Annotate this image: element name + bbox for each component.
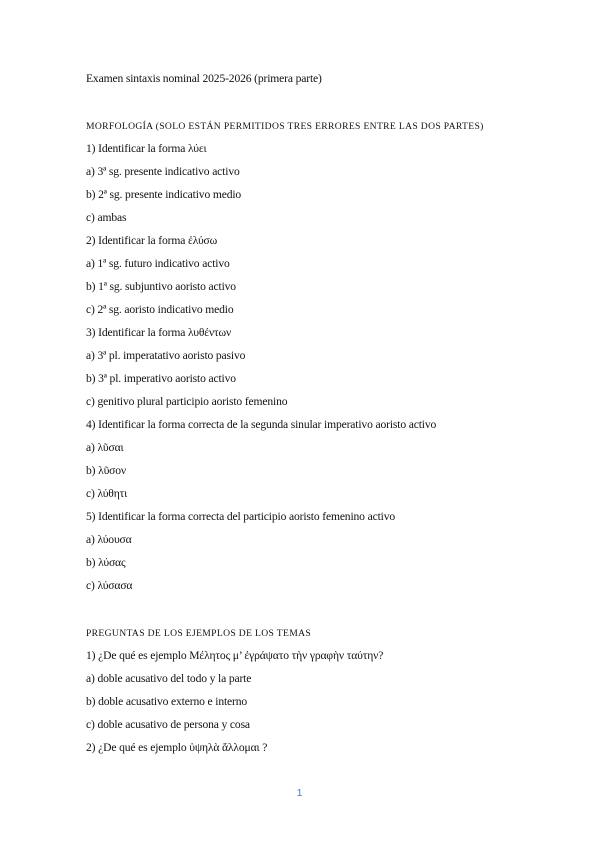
option-3c: c) genitivo plural participio aoristo femenino (86, 395, 288, 408)
question-3: 3) Identificar la forma λυθέντων (86, 326, 232, 339)
section-heading-morfologia: MORFOLOGÍA (SOLO ESTÁN PERMITIDOS TRES ERRORES ENTRE LAS DOS PARTES) (86, 121, 484, 132)
option-3b: b) 3ª pl. imperativo aoristo activo (86, 372, 236, 385)
section-heading-preguntas: PREGUNTAS DE LOS EJEMPLOS DE LOS TEMAS (86, 628, 312, 639)
option-5a: a) λύουσα (86, 533, 132, 546)
question-4: 4) Identificar la forma correcta de la segunda sinular imperativo aoristo activo (86, 418, 437, 431)
option-ejemplo-1b: b) doble acusativo externo e interno (86, 695, 248, 708)
option-5c: c) λύσασα (86, 579, 133, 592)
option-2c: c) 2ª sg. aoristo indicativo medio (86, 303, 234, 316)
option-1a: a) 3ª sg. presente indicativo activo (86, 165, 240, 178)
page-number: 1 (296, 787, 303, 799)
question-5: 5) Identificar la forma correcta del participio aoristo femenino activo (86, 510, 395, 523)
option-4a: a) λῦσαι (86, 441, 124, 454)
option-2b: b) 1ª sg. subjuntivo aoristo activo (86, 280, 236, 293)
option-2a: a) 1ª sg. futuro indicativo activo (86, 257, 230, 270)
question-ejemplo-1: 1) ¿De qué es ejemplo Μέλητος μ’ ἐγράψατο τὴν γραφὴν ταύτην? (86, 649, 384, 662)
option-3a: a) 3ª pl. imperatativo aoristo pasivo (86, 349, 246, 362)
option-ejemplo-1a: a) doble acusativo del todo y la parte (86, 672, 252, 685)
option-4c: c) λύθητι (86, 487, 128, 500)
option-5b: b) λύσας (86, 556, 126, 569)
document-title: Examen sintaxis nominal 2025-2026 (primera parte) (86, 72, 322, 85)
option-1b: b) 2ª sg. presente indicativo medio (86, 188, 242, 201)
question-1: 1) Identificar la forma λύει (86, 142, 207, 155)
option-4b: b) λῦσον (86, 464, 127, 477)
option-1c: c) ambas (86, 211, 127, 224)
question-ejemplo-2: 2) ¿De qué es ejemplo ὑψηλὰ ἅλλομαι ? (86, 741, 268, 754)
option-ejemplo-1c: c) doble acusativo de persona y cosa (86, 718, 250, 731)
question-2: 2) Identificar la forma ἐλύσω (86, 234, 218, 247)
